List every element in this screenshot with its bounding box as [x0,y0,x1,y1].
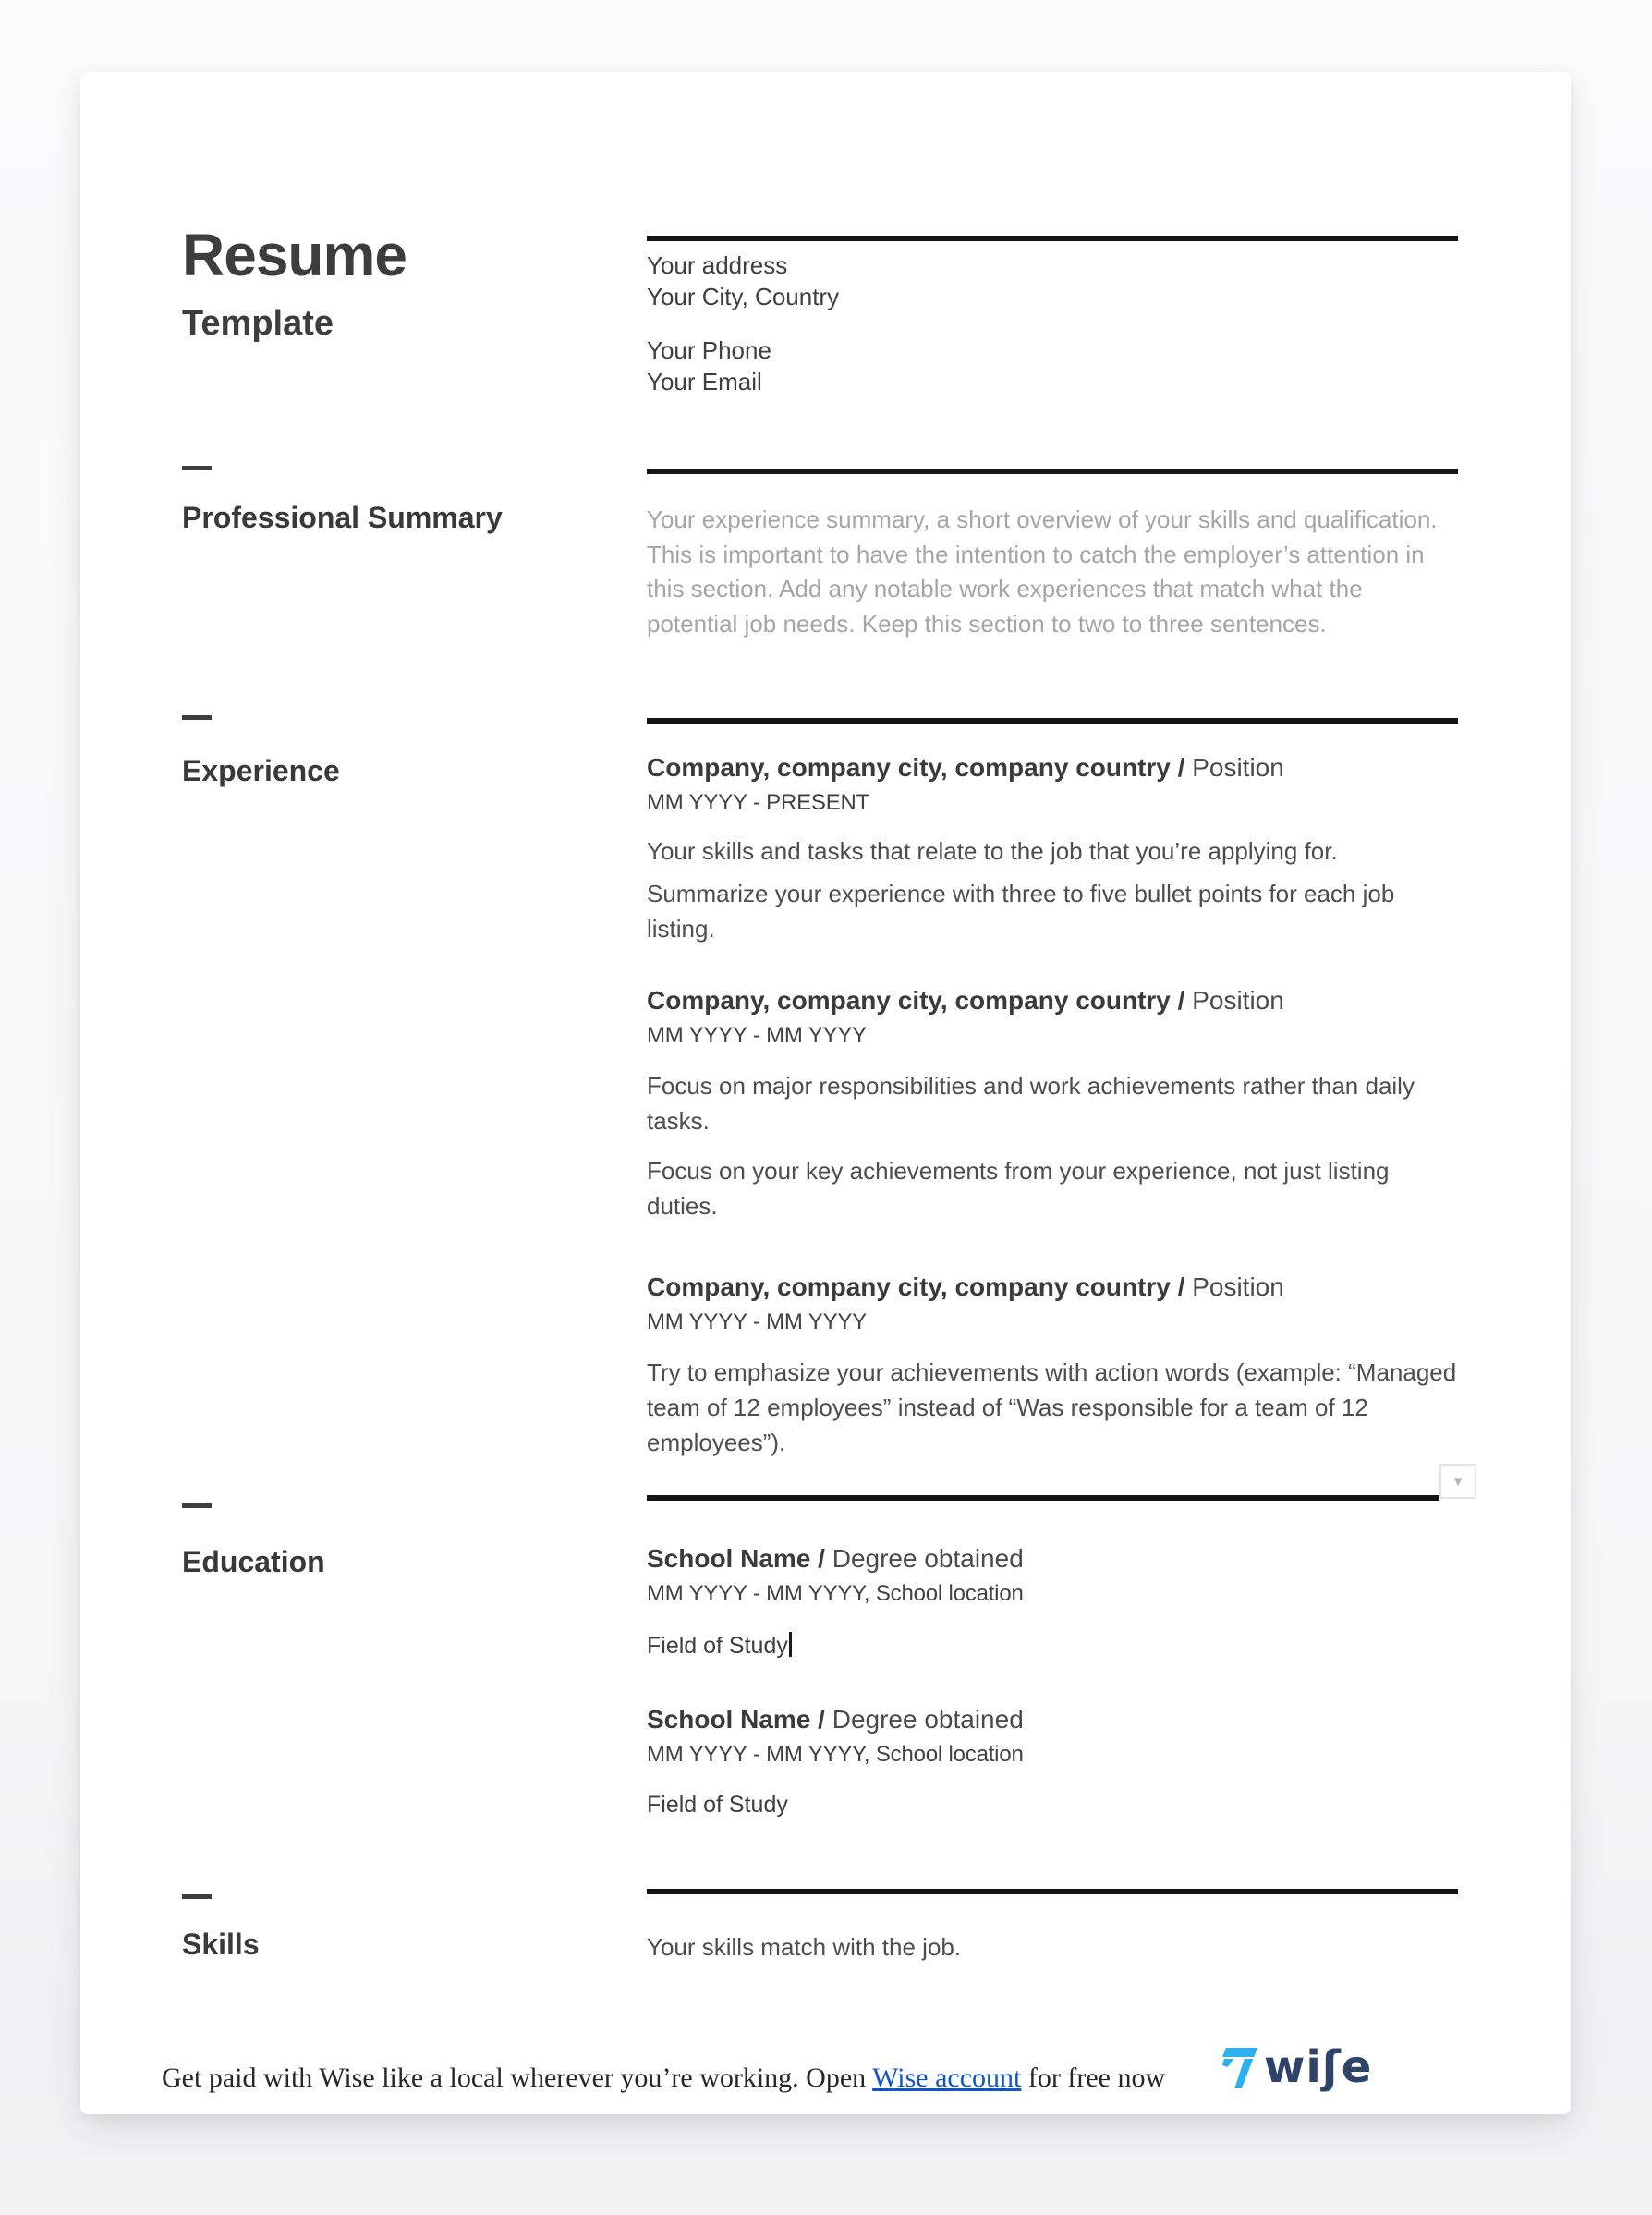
experience-entry-paragraph: Focus on major responsibilities and work achievements rather than daily tasks. [647,1072,1415,1135]
degree: Degree obtained [832,1544,1024,1573]
wise-flag-icon [1222,2048,1257,2088]
summary-heading: Professional Summary [182,501,503,534]
contact-block [647,250,839,397]
education-entry-dates: MM YYYY - MM YYYY, School location [647,1581,1024,1606]
education-entry-title [647,1704,1458,1735]
experience-entry-title [647,985,1458,1016]
section-dash [182,715,212,720]
footer-text-after: for free now [1021,2063,1166,2093]
experience-entry-paragraph: Summarize your experience with three to five bullet points for each job listing. [647,880,1395,943]
doc-title: Resume [182,222,407,288]
text-cursor [789,1632,792,1657]
field-of-study: Field of Study [647,1633,788,1659]
school-name: School Name / [647,1705,832,1734]
chevron-down-icon: ▼ [1451,1473,1465,1490]
experience-entry-title [647,752,1458,784]
field-of-study: Field of Study [647,1792,788,1818]
section-dash [182,1894,212,1899]
contact-phone: Your Phone [647,336,771,364]
section-dash [182,466,212,470]
position: Position [1192,753,1284,782]
contact-email: Your Email [647,367,762,396]
education-entry-dates: MM YYYY - MM YYYY, School location [647,1742,1024,1767]
experience-entry-title [647,1272,1458,1303]
company-name: Company, company city, company country / [647,753,1193,782]
table-dropdown-button[interactable] [1439,1464,1476,1499]
experience-entry-paragraph: Focus on your key achievements from your experience, not just listing duties. [647,1157,1390,1220]
experience-heading: Experience [182,754,340,787]
education-entry-title [647,1543,1458,1575]
skills-text: Your skills match with the job. [647,1933,962,1961]
skills-rule [647,1889,1458,1894]
experience-entry-paragraph: Try to emphasize your achievements with action words (example: “Managed team of 12 employees” instead of “Was responsible for a team of 12 employees”). [647,1358,1457,1456]
degree: Degree obtained [832,1705,1024,1734]
experience-rule [647,718,1458,724]
footer-text-before: Get paid with Wise like a local wherever you’re working. Open [162,2063,873,2093]
contact-address: Your address [647,251,788,279]
position: Position [1192,986,1284,1015]
education-entry-field [647,1632,1458,1661]
wise-account-link[interactable]: Wise account [872,2063,1022,2093]
experience-entry-dates: MM YYYY - MM YYYY [647,1023,867,1048]
skills-heading: Skills [182,1928,260,1961]
experience-entry-dates: MM YYYY - MM YYYY [647,1309,867,1334]
experience-entry-paragraph: Your skills and tasks that relate to the job that you’re applying for. [647,837,1338,865]
company-name: Company, company city, company country / [647,1272,1193,1301]
school-name: School Name / [647,1544,832,1573]
section-dash [182,1503,212,1508]
contact-top-rule [647,236,1458,241]
experience-entry-dates: MM YYYY - PRESENT [647,790,870,815]
education-heading: Education [182,1545,325,1578]
summary-placeholder: Your experience summary, a short overview of your skills and qualification. This is important to have the intention to catch the employer’s attention in this section. Add any notable work experiences that match what the potential job needs. Keep this section to two to three sentences. [647,505,1438,638]
position: Position [1192,1272,1284,1301]
company-name: Company, company city, company country / [647,986,1193,1015]
education-rule [647,1495,1439,1501]
education-entry-field [647,1791,1458,1819]
wise-logo [1222,2041,1373,2093]
summary-rule [647,469,1458,474]
resume-document [80,72,1571,2114]
contact-city: Your City, Country [647,282,840,310]
wise-wordmark: wiʃe [1264,2041,1373,2093]
doc-subtitle: Template [182,304,334,343]
footer-cta-text [162,2061,1165,2096]
